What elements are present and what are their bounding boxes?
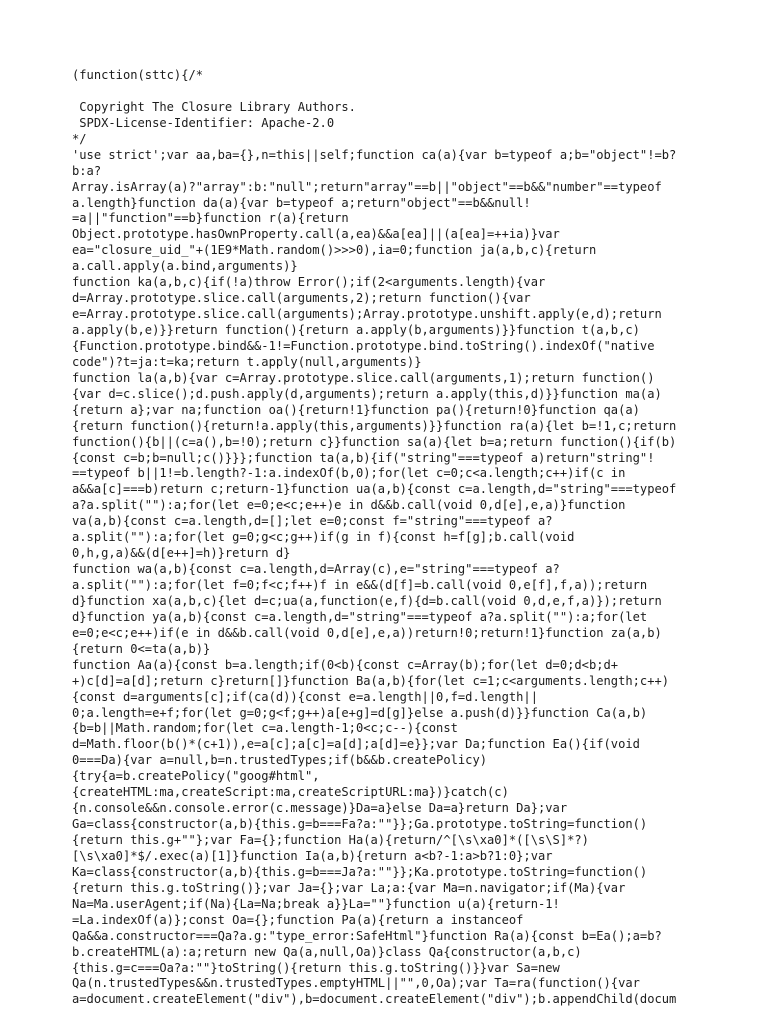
code-line [72,84,690,100]
code-line: va(a,b){const c=a.length,d=[];let e=0;const f="string"===typeof a? [72,514,553,529]
code-line: {return function(){return!a.apply(this,arguments)}}function ra(a){let b=!1,c;return [72,418,677,433]
code-line: {var d=c.slice();d.push.apply(d,arguments);return a.apply(this,d)}}function ma(a) [72,386,662,401]
code-line: Qa&&a.constructor===Qa?a.g:"type_error:SafeHtml"}function Ra(a){const b=Ea();a=b? [72,928,662,943]
code-line: function la(a,b){var c=Array.prototype.slice.call(arguments,1);return function() [72,370,655,385]
code-line: function ka(a,b,c){if(!a)throw Error();if(2<arguments.length){var [72,275,546,290]
code-line: {return this.g+""};var Fa={};function Ha(a){return/^[\s\xa0]*([\s\S]*?) [72,833,589,847]
code-line: e=Array.prototype.slice.call(arguments);Array.prototype.unshift.apply(e,d);return [72,307,662,322]
code-line: a=document.createElement("div"),b=document.createElement("div");b.appendChild(docum [72,992,677,1007]
code-line: Copyright The Closure Library Authors. [72,99,356,114]
code-line: Ga=class{constructor(a,b){this.g=b===Fa?a:""}};Ga.prototype.toString=function() [72,817,648,832]
code-line: {n.console&&n.console.error(c.message)}Da=a}else Da=a}return Da};var [72,801,568,816]
code-line: code")?t=ja:t=ka;return t.apply(null,arguments)} [72,354,422,369]
code-line: function(){b||(c=a(),b=!0);return c}}function sa(a){let b=a;return function(){if(b) [72,434,677,449]
code-line: b:a? [72,163,102,178]
code-line: a.call.apply(a.bind,arguments)} [72,259,298,274]
code-line: {return this.g.toString()};var Ja={};var La;a:{var Ma=n.navigator;if(Ma){var [72,880,626,895]
code-line: a&&a[c]===b)return c;return-1}function ua(a,b){const c=a.length,d="string"===typeof [72,482,677,497]
code-line: {return a};var na;function oa(){return!1}function pa(){return!0}function qa(a) [72,402,640,417]
code-line: +)c[d]=a[d];return c}return[]}function Ba(a,b){for(let c=1;c<arguments.length;c++) [72,673,670,688]
code-line: {createHTML:ma,createScript:ma,createScriptURL:ma})}catch(c) [72,785,509,800]
code-line: (function(sttc){/* [72,68,204,82]
code-line: d}function ya(a,b){const c=a.length,d="string"===typeof a?a.split(""):a;for(let [72,609,648,624]
code-line: 0===Da){var a=null,b=n.trustedTypes;if(b&&b.createPolicy) [72,753,488,768]
code-line: a.length}function da(a){var b=typeof a;return"object"==b&&null! [72,195,531,210]
code-line: ==typeof b||1!=b.length?-1:a.indexOf(b,0);for(let c=0;c<a.length;c++)if(c in [72,466,626,481]
code-line: function wa(a,b){const c=a.length,d=Array(c),e="string"===typeof a? [72,562,560,577]
code-line: =a||"function"==b}function r(a){return [72,211,349,226]
code-line: d=Math.floor(b()*(c+1)),e=a[c];a[c]=a[d];a[d]=e}};var Da;function Ea(){if(void [72,737,640,752]
code-line: a.apply(b,e)}}return function(){return a.apply(b,arguments)}}function t(a,b,c) [72,323,640,337]
code-line: 'use strict';var aa,ba={},n=this||self;function ca(a){var b=typeof a;b="object"!=b? [72,147,677,162]
code-line: Object.prototype.hasOwnProperty.call(a,ea)&&a[ea]||(a[ea]=++ia)}var [72,227,560,242]
code-line: {try{a=b.createPolicy("goog#html", [72,769,320,784]
code-line: SPDX-License-Identifier: Apache-2.0 [72,115,335,130]
code-line: {return 0<=ta(a,b)} [72,641,211,656]
code-line: d}function xa(a,b,c){let d=c;ua(a,function(e,f){d=b.call(void 0,d,e,f,a)});return [72,593,662,608]
code-line: */ [72,131,87,146]
code-line: a.split(""):a;for(let g=0;g<c;g++)if(g in f){const h=f[g];b.call(void [72,530,575,545]
code-line: Ka=class{constructor(a,b){this.g=b===Ja?a:""}};Ka.prototype.toString=function() [72,864,648,879]
code-line: d=Array.prototype.slice.call(arguments,2);return function(){var [72,291,531,306]
code-line: {const d=arguments[c];if(ca(d)){const e=a.length||0,f=d.length|| [72,689,538,704]
code-line: {b=b||Math.random;for(let c=a.length-1;0<c;c--){const [72,721,458,736]
code-line: {this.g=c===Oa?a:""}toString(){return this.g.toString()}}var Sa=new [72,960,560,975]
code-line: {const c=b;b=null;c()}}};function ta(a,b){if("string"===typeof a)return"string"! [72,450,655,465]
code-line: function Aa(a){const b=a.length;if(0<b){const c=Array(b);for(let d=0;d<b;d+ [72,657,619,672]
code-line: e=0;e<c;e++)if(e in d&&b.call(void 0,d[e],e,a))return!0;return!1}function za(a,b) [72,625,662,640]
code-line: 0;a.length=e+f;for(let g=0;g<f;g++)a[e+g]=d[g]}else a.push(d)}}function Ca(a,b) [72,705,648,720]
code-line: a.split(""):a;for(let f=0;f<c;f++)f in e&&(d[f]=b.call(void 0,e[f],f,a));return [72,578,648,592]
code-line: =La.indexOf(a)};const Oa={};function Pa(a){return a instanceof [72,912,524,927]
code-line: Array.isArray(a)?"array":b:"null";return"array"==b||"object"==b&&"number"==typeof [72,179,662,194]
code-line: Na=Ma.userAgent;if(Na){La=Na;break a}}La=""}function u(a){return-1! [72,896,560,911]
code-line: ea="closure_uid_"+(1E9*Math.random()>>>0),ia=0;function ja(a,b,c){return [72,243,597,258]
code-line: {Function.prototype.bind&&-1!=Function.prototype.bind.toString().indexOf("native [72,338,655,353]
code-line: a?a.split(""):a;for(let e=0;e<c;e++)e in d&&b.call(void 0,d[e],e,a)}function [72,498,626,513]
code-line: 0,h,g,a)&&(d[e++]=h)}return d} [72,546,291,561]
code-line: Qa(n.trustedTypes&&n.trustedTypes.emptyHTML||"",0,Oa);var Ta=ra(function(){var [72,976,640,991]
code-line: b.createHTML(a):a;return new Qa(a,null,Oa)}class Qa{constructor(a,b,c) [72,944,582,959]
code-line: [\s\xa0]*$/.exec(a)[1]}function Ia(a,b){return a<b?-1:a>b?1:0};var [72,848,553,863]
